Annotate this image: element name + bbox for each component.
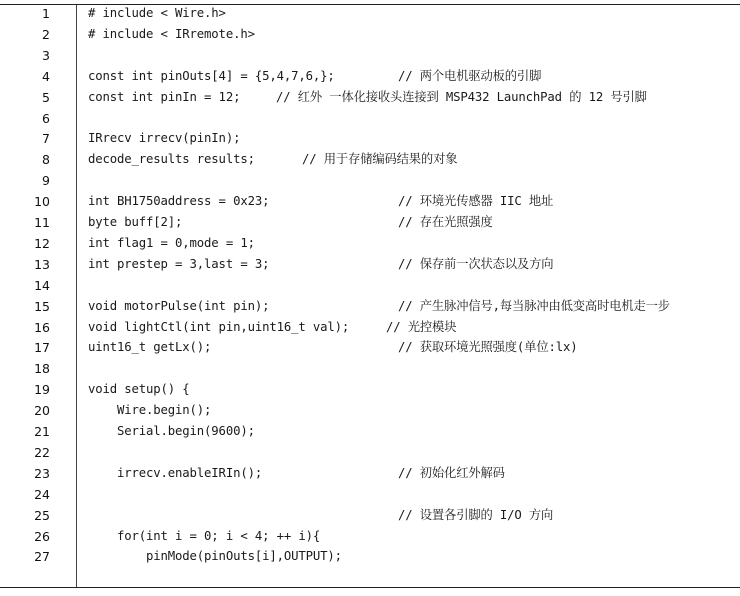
bottom-rule	[0, 587, 740, 588]
code-comment: // 用于存储编码结果的对象	[302, 152, 458, 167]
line-number: 26	[34, 528, 50, 544]
code-text: IRrecv irrecv(pinIn);	[88, 131, 241, 146]
code-text: int flag1 = 0,mode = 1;	[88, 235, 255, 250]
code-line	[0, 170, 740, 191]
code-line	[0, 24, 740, 45]
code-text: decode_results results;	[88, 152, 255, 167]
code-text: # include < Wire.h>	[88, 6, 226, 20]
code-line	[0, 87, 740, 108]
line-number: 4	[42, 68, 50, 84]
code-comment: // 存在光照强度	[398, 215, 493, 229]
line-number: 17	[34, 340, 50, 356]
code-comment: // 环境光传感器 IIC 地址	[398, 194, 554, 209]
code-line	[0, 191, 740, 212]
code-text: const int pinIn = 12;	[88, 89, 241, 104]
code-line	[0, 442, 740, 463]
code-comment: // 两个电机驱动板的引脚	[398, 68, 542, 83]
code-line	[0, 296, 740, 317]
line-number: 24	[34, 486, 50, 502]
line-number: 25	[34, 507, 50, 523]
line-number: 19	[34, 382, 50, 398]
code-text: pinMode(pinOuts[i],OUTPUT);	[88, 549, 342, 564]
code-text: int prestep = 3,last = 3;	[88, 256, 270, 271]
line-number: 20	[34, 403, 50, 419]
code-text: int BH1750address = 0x23;	[88, 194, 270, 209]
line-number: 2	[42, 26, 50, 42]
code-text: const int pinOuts[4] = {5,4,7,6,};	[88, 68, 335, 83]
code-line	[0, 463, 740, 484]
line-number: 1	[42, 6, 50, 21]
line-number: 23	[34, 465, 50, 481]
code-comment: // 红外 一体化接收头连接到 MSP432 LaunchPad 的 12 号引脚	[276, 89, 647, 104]
line-number: 10	[34, 194, 50, 210]
code-line	[0, 379, 740, 400]
line-number: 8	[42, 152, 50, 168]
line-number: 14	[34, 277, 50, 293]
code-line	[0, 526, 740, 547]
line-number: 27	[34, 549, 50, 565]
code-line	[0, 233, 740, 254]
line-number: 18	[34, 361, 50, 377]
code-line	[0, 254, 740, 275]
code-line	[0, 128, 740, 149]
code-text: irrecv.enableIRIn();	[88, 465, 263, 480]
code-line	[0, 66, 740, 87]
code-line	[0, 317, 740, 338]
code-line	[0, 108, 740, 129]
code-comment: // 设置各引脚的 I/O 方向	[398, 507, 554, 522]
code-line	[0, 421, 740, 442]
code-comment: // 产生脉冲信号,每当脉冲由低变高时电机走一步	[398, 298, 670, 313]
code-line	[0, 505, 740, 526]
code-text: Serial.begin(9600);	[88, 424, 255, 438]
code-comment: // 保存前一次状态以及方向	[398, 256, 554, 271]
code-line	[0, 149, 740, 170]
code-text: void lightCtl(int pin,uint16_t val);	[88, 319, 350, 334]
code-line	[0, 212, 740, 233]
line-number: 11	[34, 215, 50, 230]
line-number: 7	[42, 131, 50, 147]
code-text: byte buff[2];	[88, 215, 183, 229]
code-text: uint16_t getLx();	[88, 340, 212, 355]
line-number: 22	[34, 444, 50, 460]
code-line	[0, 3, 740, 24]
code-text: Wire.begin();	[88, 403, 212, 418]
line-number: 13	[34, 256, 50, 272]
code-line	[0, 546, 740, 567]
line-number: 12	[34, 235, 50, 251]
line-number: 21	[34, 424, 50, 439]
line-number: 6	[42, 110, 50, 126]
line-number: 9	[42, 173, 50, 189]
code-text: for(int i = 0; i < 4; ++ i){	[88, 528, 321, 543]
code-line	[0, 337, 740, 358]
code-comment: // 初始化红外解码	[398, 465, 505, 480]
code-text: void setup() {	[88, 382, 190, 397]
line-number: 16	[34, 319, 50, 335]
line-number: 3	[42, 47, 50, 63]
code-line	[0, 400, 740, 421]
code-line	[0, 358, 740, 379]
code-text: void motorPulse(int pin);	[88, 298, 270, 313]
code-comment: // 光控模块	[386, 319, 457, 334]
line-number: 15	[34, 298, 50, 314]
code-comment: // 获取环境光照强度(单位:lx)	[398, 340, 578, 355]
code-line	[0, 275, 740, 296]
line-number: 5	[42, 89, 50, 105]
code-line	[0, 45, 740, 66]
code-text: # include < IRremote.h>	[88, 26, 255, 41]
code-line	[0, 484, 740, 505]
